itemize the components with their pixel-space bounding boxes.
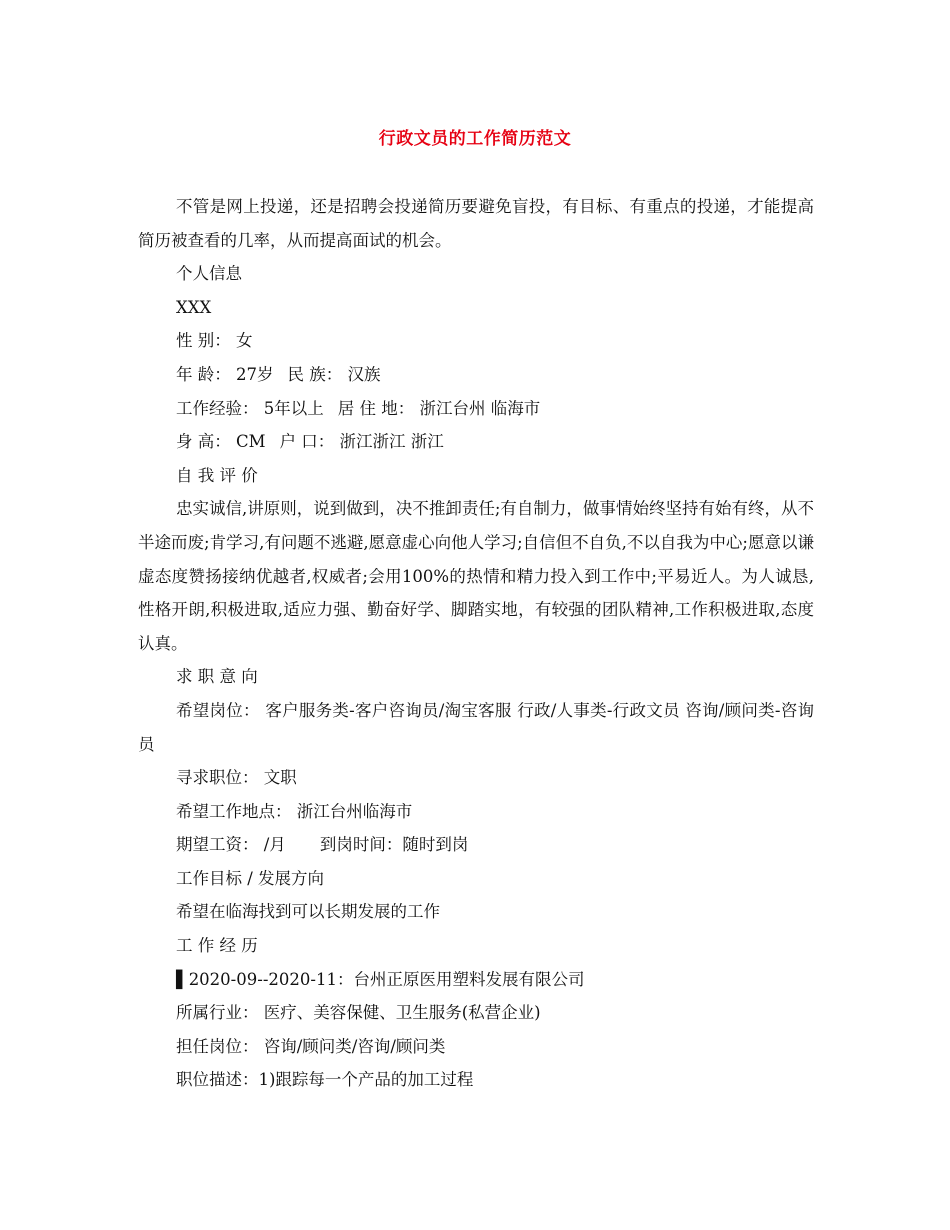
height-hukou-line (138, 425, 814, 459)
age-ethnic-line (138, 358, 814, 392)
intro-paragraph: 不管是网上投递，还是招聘会投递简历要避免盲投，有目标、有重点的投递，才能提高简历被查看的几率，从而提高面试的机会。 (138, 197, 814, 250)
industry-line: 所属行业： 医疗、美容保健、卫生服务(私营企业) (176, 1003, 541, 1023)
goal-text: 希望在临海找到可以长期发展的工作 (176, 902, 440, 922)
desired-location-line: 希望工作地点： 浙江台州临海市 (176, 801, 413, 821)
document-title: 行政文员的工作简历范文 (378, 129, 572, 149)
experience-years-field: 工作经验： 5年以上 (176, 398, 324, 418)
arrival-field: 到岗时间：随时到岗 (319, 835, 469, 855)
job-intent-heading: 求 职 意 向 (176, 667, 258, 687)
role-line: 担任岗位： 咨询/顾问类/咨询/顾问类 (176, 1036, 446, 1056)
employment-period: ▌2020-09--2020-11：台州正原医用塑料发展有限公司 (176, 969, 585, 989)
salary-field: 期望工资： /月 (176, 835, 286, 855)
work-experience-heading: 工 作 经 历 (176, 936, 258, 956)
hukou-field: 户 口： 浙江浙江 浙江 (279, 432, 444, 452)
age-field: 年 龄： 27岁 (176, 364, 274, 384)
goal-heading: 工作目标 / 发展方向 (176, 868, 325, 888)
self-evaluation-text: 忠实诚信,讲原则，说到做到，决不推卸责任;有自制力，做事情始终坚持有始有终，从不半途而废;肯学习,有问题不逃避,愿意虚心向他人学习;自信但不自负,不以自我为中心;愿意以谦虚态度赞扬接纳优越者,权威者;会用100%的热情和精力投入到工作中;平易近人。为人诚恳,性格开朗,积极进取,适应力强、勤奋好学、脚踏实地，有较强的团队精神,工作积极进取,态度认真。 (138, 499, 814, 653)
desired-positions: 希望岗位： 客户服务类-客户咨询员/淘宝客服 行政/人事类-行政文员 咨询/顾问类-咨询员 (138, 700, 814, 754)
self-evaluation-heading: 自 我 评 价 (176, 465, 258, 485)
job-description-line: 职位描述：1)跟踪每一个产品的加工过程 (176, 1070, 474, 1090)
document-body (138, 190, 814, 1097)
salary-arrival-line (138, 828, 814, 862)
personal-info-heading: 个人信息 (176, 264, 242, 284)
gender-line: 性 别： 女 (176, 331, 253, 351)
experience-residence-line (138, 392, 814, 426)
name-line: XXX (176, 297, 212, 317)
seek-position-line: 寻求职位： 文职 (176, 768, 297, 788)
height-field: 身 高： CM (176, 432, 266, 452)
ethnic-field: 民 族： 汉族 (287, 364, 381, 384)
residence-field: 居 住 地： 浙江台州 临海市 (337, 398, 541, 418)
